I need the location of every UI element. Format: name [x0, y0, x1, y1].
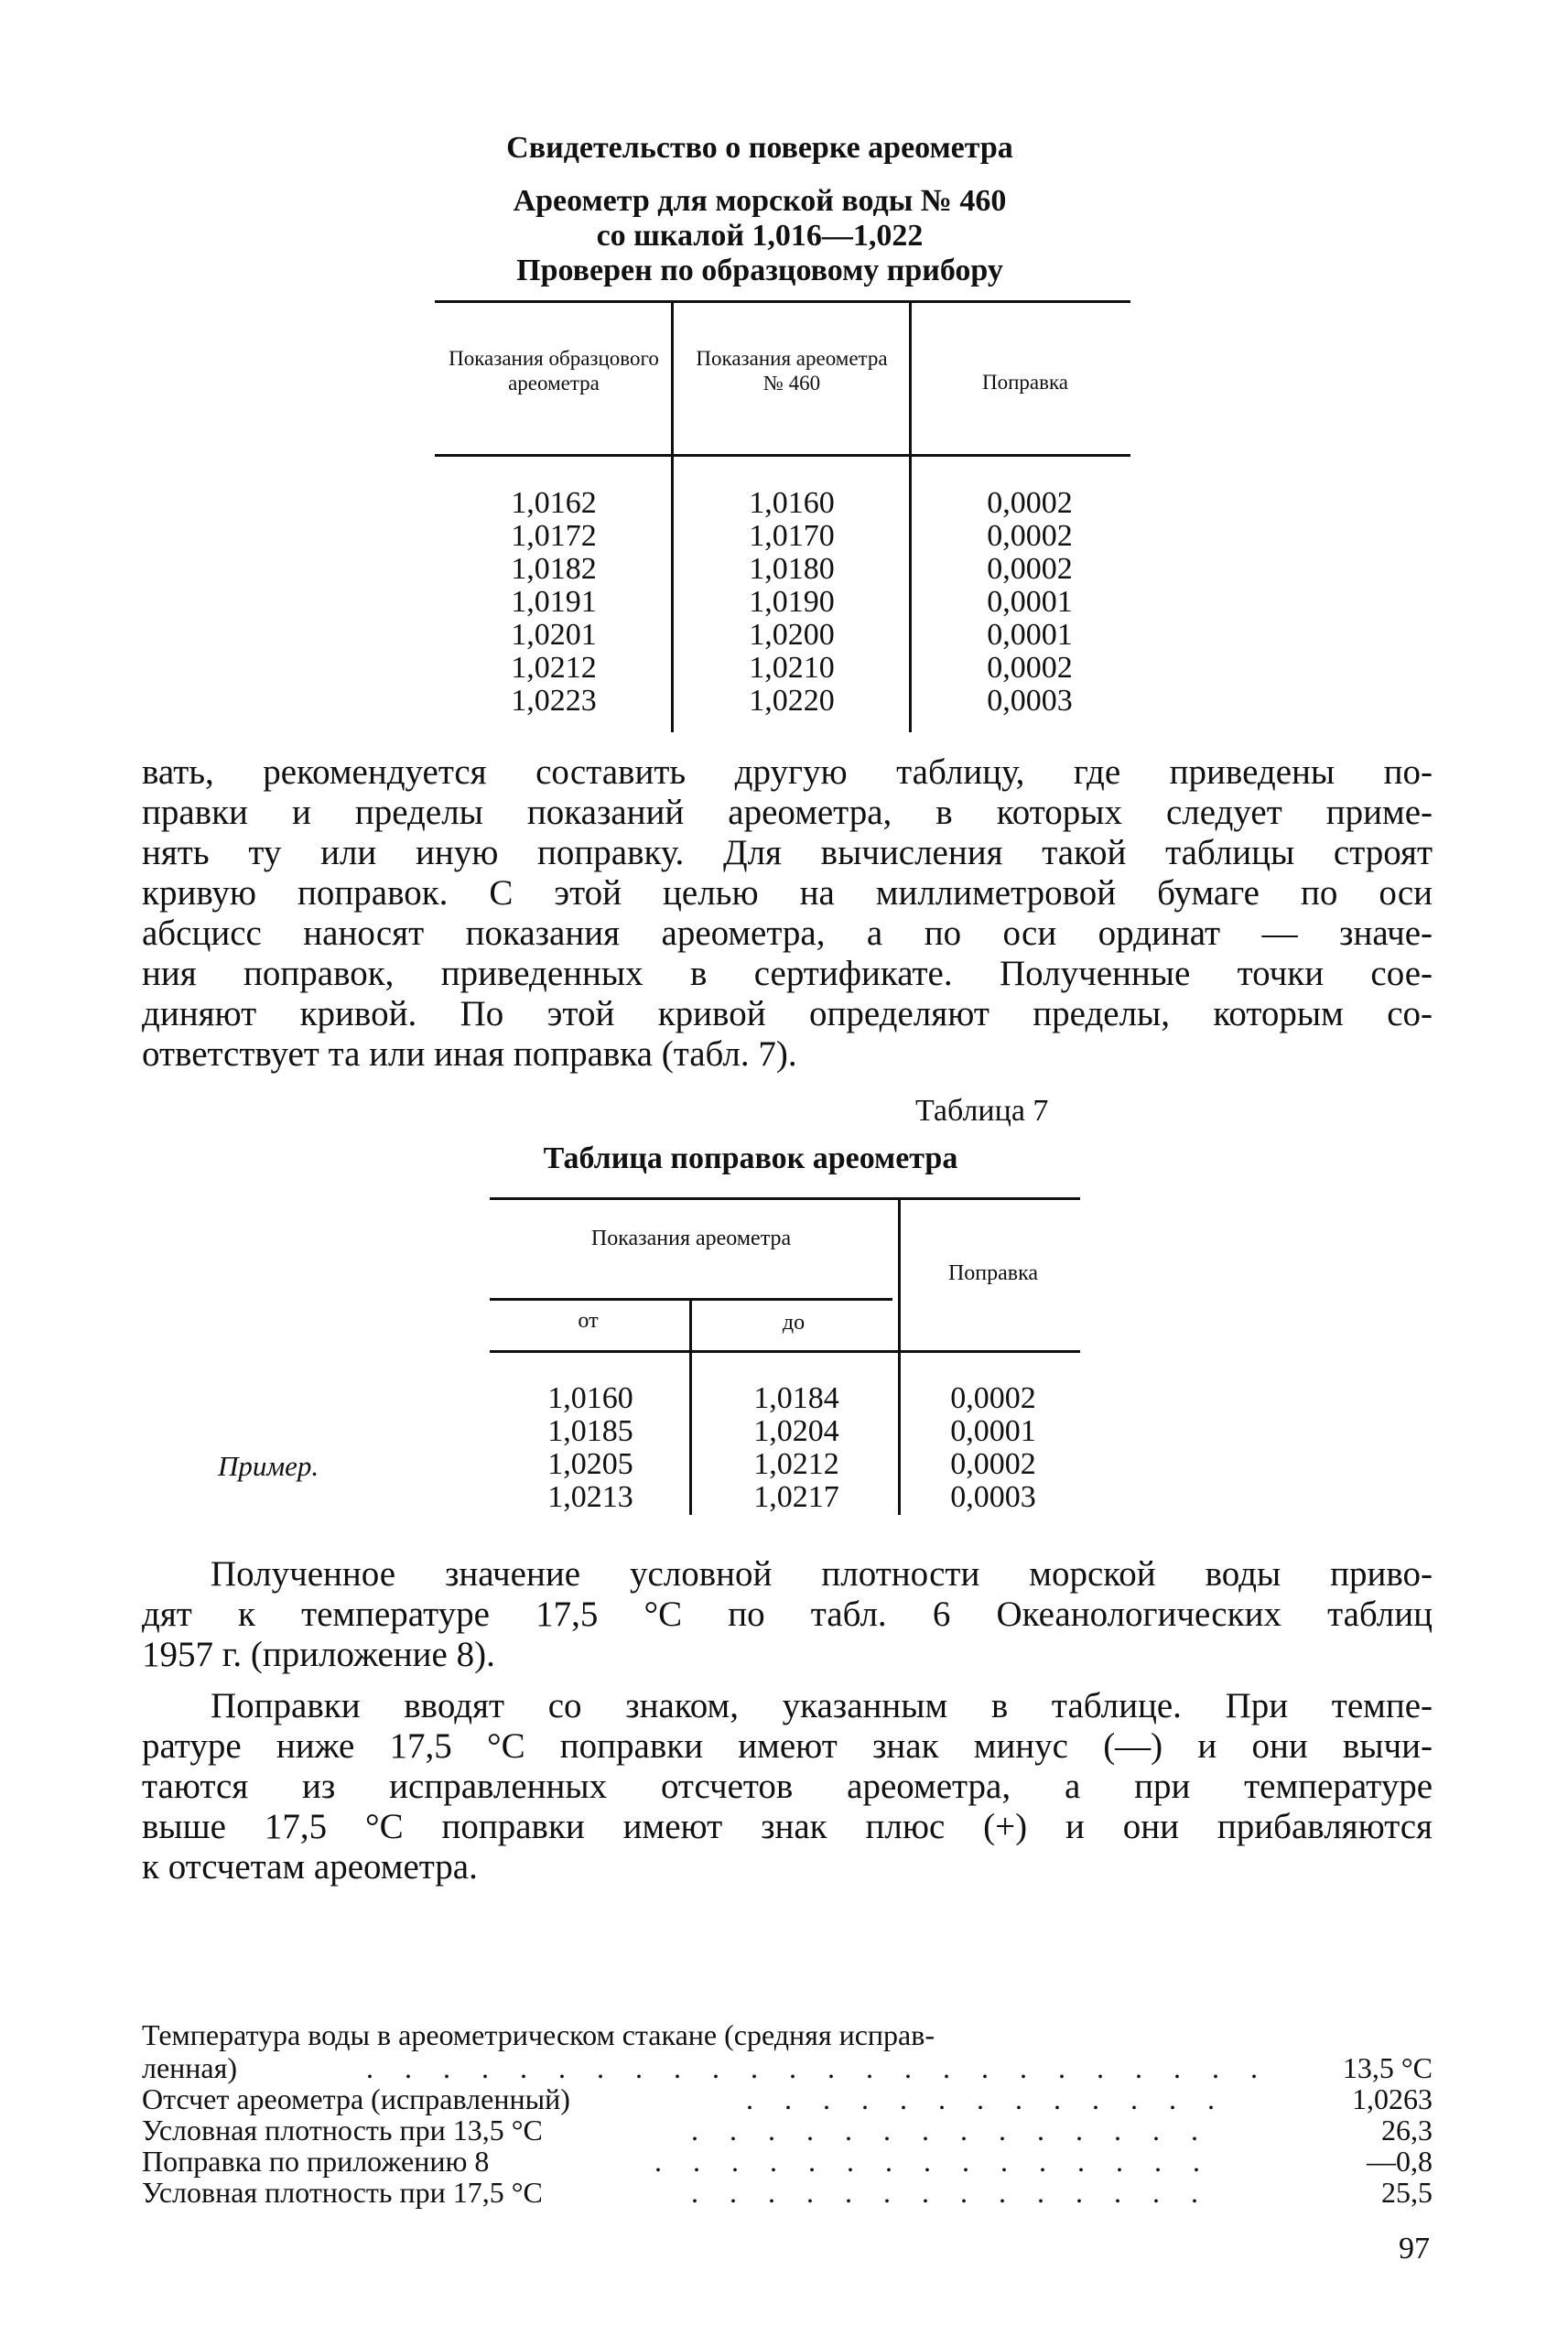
column-header-correction: Поправка	[981, 371, 1069, 394]
page-number: 97	[1399, 2232, 1430, 2266]
example-row	[142, 2177, 1433, 2208]
text-line: диняют кривой. По этой кривой определяют пределы, которым со-	[142, 994, 1433, 1033]
text-line: ответствует та или иная поправка (табл. 7).	[142, 1034, 797, 1074]
paragraph-2	[142, 1554, 1433, 1675]
table-column-divider	[671, 302, 674, 732]
example-label: Условная плотность при 17,5 °С	[142, 2176, 543, 2209]
table-cell: 1,0185	[547, 1414, 633, 1448]
table-cell: 0,0001	[950, 1414, 1036, 1448]
table-cell: 1,0184	[753, 1381, 839, 1415]
certificate-line-3: Проверен по образцовому прибору	[516, 254, 1003, 287]
table-cell: 1,0223	[511, 684, 597, 718]
table-cell: 0,0002	[987, 519, 1073, 553]
table-cell: 1,0212	[511, 651, 597, 685]
text-line: кривую поправок. С этой целью на миллиметровой бумаге по оси	[142, 873, 1433, 913]
table-cell: 1,0172	[511, 519, 597, 553]
example-row	[142, 2052, 1433, 2083]
table-cell: 0,0002	[987, 486, 1073, 520]
table-7-title: Таблица поправок ареометра	[543, 1141, 958, 1175]
table-cell: 1,0160	[547, 1381, 633, 1415]
table-cell: 0,0001	[987, 618, 1073, 652]
column-header-to: до	[782, 1311, 806, 1335]
text-line: выше 17,5 °С поправки имеют знак плюс (+) и они прибавляются	[142, 1807, 1433, 1846]
table-cell: 1,0190	[749, 585, 835, 619]
table-cell: 0,0003	[950, 1480, 1036, 1514]
table-cell: 1,0213	[547, 1480, 633, 1514]
table-cell: 1,0170	[749, 519, 835, 553]
table-rule-top	[490, 1197, 1080, 1200]
table-cell: 1,0212	[753, 1447, 839, 1481]
text-line: ратуре ниже 17,5 °С поправки имеют знак минус (—) и они вычи-	[142, 1726, 1433, 1766]
certificate-line-1: Ареометр для морской воды № 460	[513, 184, 1007, 218]
example-row	[142, 2146, 1433, 2177]
table-cell: 1,0200	[749, 618, 835, 652]
table-cell: 1,0191	[511, 585, 597, 619]
table-cell: 0,0001	[987, 585, 1073, 619]
table-column-divider	[909, 302, 912, 732]
example-first-line	[142, 2019, 1433, 2050]
leader-dots: . . . . . . . . . . . . . .	[691, 2114, 1210, 2147]
leader-dots: . . . . . . . . . . . . . . . . . . . . . . . .	[366, 2051, 1270, 2084]
table-rule-top	[435, 300, 1130, 303]
column-correction	[906, 1382, 1080, 1514]
table-7-label: Таблица 7	[915, 1094, 1049, 1128]
table-cell: 1,0220	[749, 684, 835, 718]
text-line: ния поправок, приведенных в сертификате. Полученные точки сое-	[142, 954, 1433, 993]
column-header-hydrometer: Показания ареометра № 460	[696, 347, 888, 395]
column-to	[700, 1382, 892, 1514]
paragraph-1	[142, 752, 1433, 1075]
example-value: 1,0263	[1352, 2082, 1433, 2115]
table-cell: 1,0160	[749, 486, 835, 520]
table-cell: 0,0002	[987, 552, 1073, 586]
table-cell: 1,0162	[511, 486, 597, 520]
table-cell: 1,0217	[753, 1480, 839, 1514]
column-header-correction: Поправка	[947, 1261, 1039, 1285]
table-cell: 1,0205	[547, 1447, 633, 1481]
text-line: вать, рекомендуется составить другую таблицу, где приведены по-	[142, 752, 1433, 792]
column-header-reference: Показания образцового ареометра	[449, 347, 659, 395]
table-cell: 0,0002	[950, 1381, 1036, 1415]
text-line: Поправки вводят со знаком, указанным в таблице. При темпе-	[211, 1686, 1433, 1725]
example-label: Поправка по приложению 8	[142, 2145, 490, 2178]
column-hydrometer	[696, 487, 888, 718]
table-column-divider	[689, 1300, 692, 1515]
example-value: 26,3	[1381, 2114, 1433, 2147]
table-rule-header	[435, 454, 1130, 457]
text-line: правки и пределы показаний ареометра, в которых следует приме-	[142, 793, 1433, 832]
column-reference	[458, 487, 650, 718]
table-cell: 0,0002	[950, 1447, 1036, 1481]
example-label: Температура воды в ареометрическом стакане (средняя исправ-	[142, 2018, 935, 2051]
text-line: нять ту или иную поправку. Для вычисления такой таблицы строят	[142, 833, 1433, 872]
table-cell: 1,0210	[749, 651, 835, 685]
example-row	[142, 2083, 1433, 2114]
certificate-line-2: со шкалой 1,016—1,022	[596, 219, 924, 253]
table-rule-header	[490, 1350, 1080, 1353]
text-line: абсцисс наносят показания ареометра, а по оси ординат — значе-	[142, 914, 1433, 953]
table-cell: 1,0182	[511, 552, 597, 586]
example-title: Пример.	[218, 1450, 319, 1482]
table-column-divider	[898, 1199, 901, 1515]
example-value: —0,8	[1367, 2145, 1433, 2178]
certificate-title: Свидетельство о поверке ареометра	[506, 131, 1013, 165]
text-line: таются из исправленных отсчетов ареометра, а при температуре	[142, 1767, 1433, 1806]
example-value: 13,5 °С	[1342, 2051, 1433, 2084]
example-label: Отсчет ареометра (исправленный)	[142, 2082, 570, 2115]
table-cell: 1,0180	[749, 552, 835, 586]
column-correction	[934, 487, 1126, 718]
table-cell: 1,0201	[511, 618, 597, 652]
text-line: дят к температуре 17,5 °С по табл. 6 Океанологических таблиц	[142, 1595, 1433, 1634]
example-value: 25,5	[1381, 2176, 1433, 2209]
column-header-group: Показания ареометра	[590, 1227, 792, 1250]
example-label: Условная плотность при 13,5 °С	[142, 2114, 543, 2147]
example-row	[142, 2114, 1433, 2146]
leader-dots: . . . . . . . . . . . . . . .	[654, 2145, 1212, 2178]
text-line: Полученное значение условной плотности морской воды приво-	[211, 1554, 1433, 1594]
example-label: ленная)	[142, 2051, 237, 2084]
text-line: 1957 г. (приложение 8).	[142, 1635, 495, 1674]
paragraph-3	[142, 1686, 1433, 1887]
column-header-from: от	[578, 1309, 599, 1333]
leader-dots: . . . . . . . . . . . . . .	[691, 2176, 1210, 2209]
column-from	[499, 1382, 682, 1514]
table-cell: 0,0003	[987, 684, 1073, 718]
table-cell: 0,0002	[987, 651, 1073, 685]
table-cell: 1,0204	[753, 1414, 839, 1448]
leader-dots: . . . . . . . . . . . . .	[746, 2082, 1227, 2115]
text-line: к отсчетам ареометра.	[142, 1847, 478, 1887]
